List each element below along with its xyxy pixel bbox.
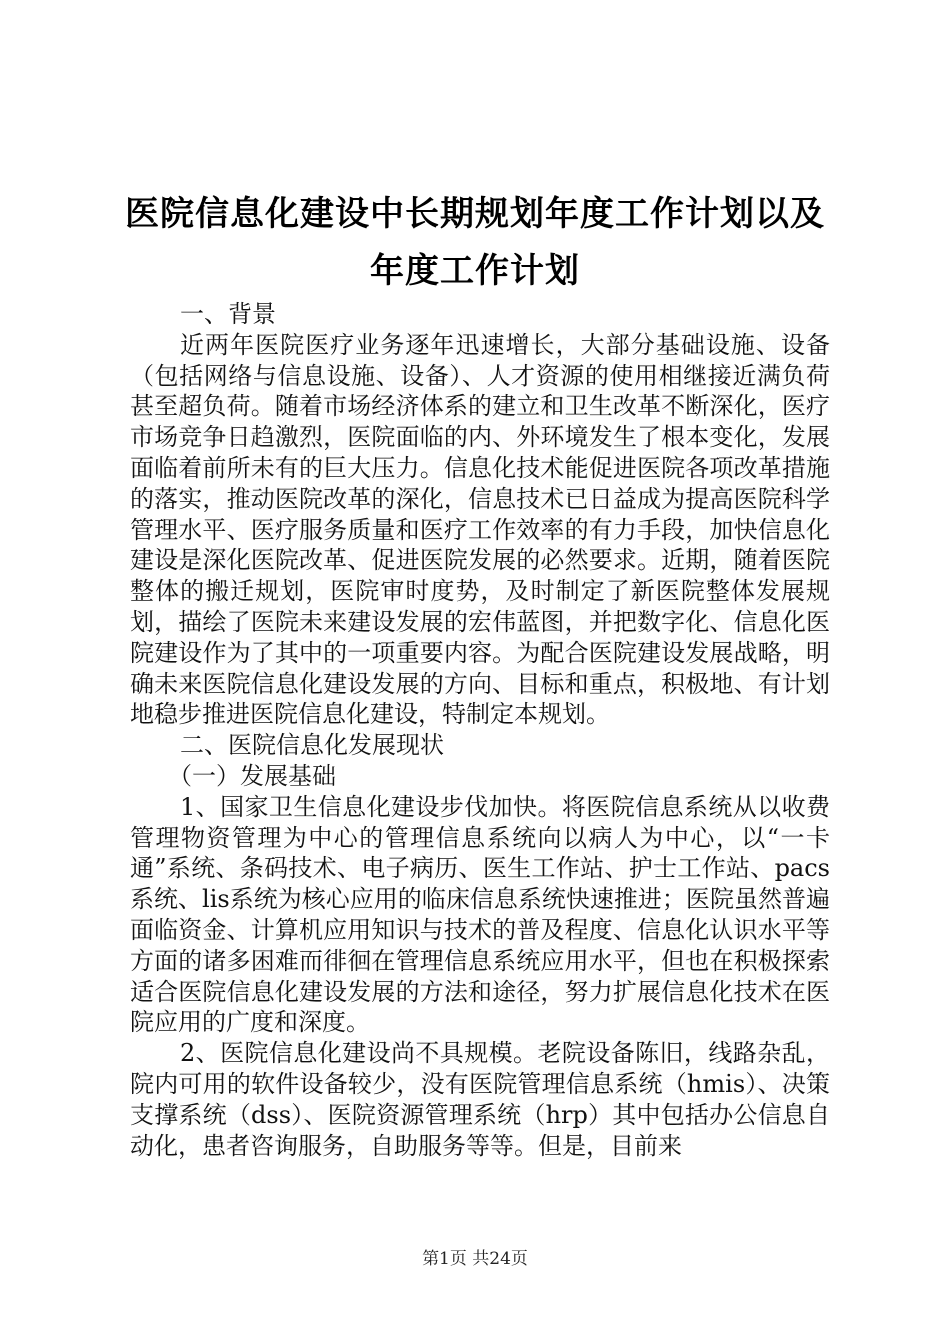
page-number-footer: 第1页 共24页 (422, 1249, 528, 1269)
document-title-line1: 医院信息化建设中长期规划年度工作计划以及 (125, 194, 825, 234)
section-heading: 二、医院信息化发展现状 (180, 731, 444, 760)
document-title-line2: 年度工作计划 (370, 251, 580, 291)
body-paragraph: 2、医院信息化建设尚不具规模。老院设备陈旧，线路杂乱，院内可用的软件设备较少，没有医院管理信息系统（hmis）、决策支撑系统（dss）、医院资源管理系统（hrp）其中包括办公信息自动化，患者咨询服务，自助服务等等。但是，目前来 (130, 1039, 830, 1160)
body-paragraph: 近两年医院医疗业务逐年迅速增长，大部分基础设施、设备（包括网络与信息设施、设备）、人才资源的使用相继接近满负荷甚至超负荷。随着市场经济体系的建立和卫生改革不断深化，医疗市场竞争日趋激烈，医院面临的内、外环境发生了根本变化，发展面临着前所未有的巨大压力。信息化技术能促进医院各项改革措施的落实，推动医院改革的深化，信息技术已日益成为提高医院科学管理水平、医疗服务质量和医疗工作效率的有力手段，加快信息化建设是深化医院改革、促进医院发展的必然要求。近期，随着医院整体的搬迁规划，医院审时度势，及时制定了新医院整体发展规划，描绘了医院未来建设发展的宏伟蓝图，并把数字化、信息化医院建设作为了其中的一项重要内容。为配合医院建设发展战略，明确未来医院信息化建设发展的方向、目标和重点，积极地、有计划地稳步推进医院信息化建设，特制定本规划。 (130, 330, 830, 729)
subsection-heading: （一）发展基础 (168, 761, 336, 790)
body-paragraph: 1、国家卫生信息化建设步伐加快。将医院信息系统从以收费管理物资管理为中心的管理信息系统向以病人为中心，以“一卡通”系统、条码技术、电子病历、医生工作站、护士工作站、pacs系统、lis系统为核心应用的临床信息系统快速推进；医院虽然普遍面临资金、计算机应用知识与技术的普及程度、信息化认识水平等方面的诸多困难而徘徊在管理信息系统应用水平，但也在积极探索适合医院信息化建设发展的方法和途径，努力扩展信息化技术在医院应用的广度和深度。 (130, 792, 830, 1037)
section-heading: 一、背景 (180, 300, 276, 328)
document-body (130, 299, 830, 1161)
